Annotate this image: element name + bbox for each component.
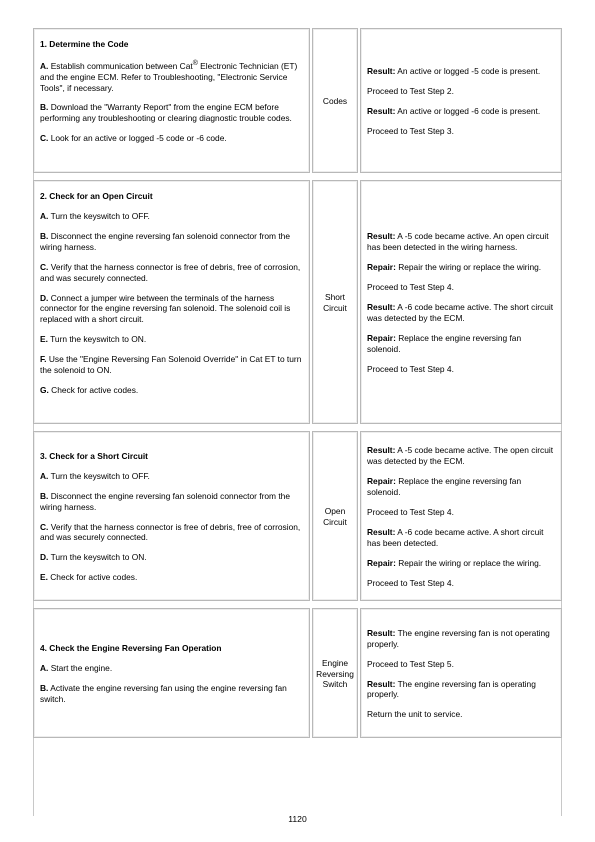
troubleshooting-table xyxy=(33,28,562,738)
result-item: Result: An active or logged -5 code is present. xyxy=(367,66,541,77)
test-step-row xyxy=(33,431,562,601)
step-instruction: D. Turn the keyswitch to ON. xyxy=(40,552,147,563)
condition-text: Engine Reversing Switch xyxy=(316,657,354,690)
condition-text: Codes xyxy=(322,96,348,107)
result-item: Result: A -5 code became active. The open circuit was detected by the ECM. xyxy=(367,445,554,467)
step-instruction: E. Turn the keyswitch to ON. xyxy=(40,334,147,345)
result-item: Proceed to Test Step 2. xyxy=(367,86,454,97)
result-item: Proceed to Test Step 4. xyxy=(367,577,454,588)
result-item: Repair: Repair the wiring or replace the wiring. xyxy=(367,262,542,273)
result-item: Repair: Repair the wiring or replace the wiring. xyxy=(367,557,542,568)
condition-text: Short Circuit xyxy=(323,292,347,313)
condition-cell xyxy=(312,180,358,424)
test-step-row xyxy=(33,608,562,738)
step-title: 2. Check for an Open Circuit xyxy=(40,191,153,201)
page-number: 1120 xyxy=(288,814,307,824)
step-title: 1. Determine the Code xyxy=(40,39,129,49)
result-item: Result: The engine reversing fan is not operating properly. xyxy=(367,627,550,649)
result-item: Return the unit to service. xyxy=(367,709,463,720)
condition-text: Open Circuit xyxy=(323,506,347,527)
results-cell xyxy=(360,180,562,424)
test-step-cell xyxy=(33,431,310,601)
result-item: Proceed to Test Step 3. xyxy=(367,125,454,136)
test-step-row xyxy=(33,28,562,173)
step-instruction: C. Look for an active or logged -5 code or -6 code. xyxy=(40,133,227,144)
result-item: Proceed to Test Step 4. xyxy=(367,282,454,293)
result-item: Repair: Replace the engine reversing fan solenoid. xyxy=(367,332,522,354)
results-cell xyxy=(360,608,562,738)
step-instruction: C. Verify that the harness connector is free of debris, free of corrosion, and was securely connected. xyxy=(40,521,301,543)
step-instruction: B. Download the "Warranty Report" from the engine ECM before performing any troubleshooting or clearing diagnostic trouble codes. xyxy=(40,102,292,124)
step-instruction: D. Connect a jumper wire between the terminals of the harness connector for the engine reversing fan solenoid. The solenoid coil is replaced with a short circuit. xyxy=(40,292,291,325)
test-step-cell xyxy=(33,608,310,738)
step-instruction: A. Establish communication between Cat® Electronic Technician (ET) and the engine ECM. Refer to Troubleshooting, "Electronic Service Tools", if necessary. xyxy=(40,59,298,93)
result-item: Result: A -6 code became active. A short circuit has been detected. xyxy=(367,526,544,548)
step-title: 3. Check for a Short Circuit xyxy=(40,450,148,461)
condition-cell xyxy=(312,431,358,601)
results-cell xyxy=(360,28,562,173)
result-item: Result: A -5 code became active. An open circuit has been detected in the wiring harness. xyxy=(367,231,549,253)
result-item: Proceed to Test Step 4. xyxy=(367,507,454,518)
step-instruction: B. Activate the engine reversing fan using the engine reversing fan switch. xyxy=(40,683,287,704)
test-step-cell xyxy=(33,180,310,424)
step-instruction: C. Verify that the harness connector is free of debris, free of corrosion, and was securely connected. xyxy=(40,261,301,283)
results-cell xyxy=(360,431,562,601)
step-instruction: E. Check for active codes. xyxy=(40,572,138,583)
step-instruction: A. Start the engine. xyxy=(40,663,113,674)
condition-cell xyxy=(312,28,358,173)
step-instruction: A. Turn the keyswitch to OFF. xyxy=(40,470,150,481)
step-instruction: F. Use the "Engine Reversing Fan Solenoid Override" in Cat ET to turn the solenoid to ON. xyxy=(40,354,302,376)
step-instruction: B. Disconnect the engine reversing fan solenoid connector from the wiring harness. xyxy=(40,490,290,512)
step-title: 4. Check the Engine Reversing Fan Operation xyxy=(40,643,222,654)
test-step-cell xyxy=(33,28,310,173)
result-item: Result: An active or logged -6 code is present. xyxy=(367,106,541,116)
result-item: Proceed to Test Step 5. xyxy=(367,658,454,669)
result-item: Repair: Replace the engine reversing fan solenoid. xyxy=(367,476,522,498)
result-item: Result: The engine reversing fan is operating properly. xyxy=(367,678,536,700)
test-step-row xyxy=(33,180,562,424)
step-instruction: G. Check for active codes. xyxy=(40,385,139,396)
step-instruction: B. Disconnect the engine reversing fan solenoid connector from the wiring harness. xyxy=(40,230,290,252)
registered-mark: ® xyxy=(192,59,198,67)
condition-cell xyxy=(312,608,358,738)
step-instruction: A. Turn the keyswitch to OFF. xyxy=(40,210,150,221)
result-item: Proceed to Test Step 4. xyxy=(367,363,454,374)
result-item: Result: A -6 code became active. The short circuit was detected by the ECM. xyxy=(367,302,554,323)
